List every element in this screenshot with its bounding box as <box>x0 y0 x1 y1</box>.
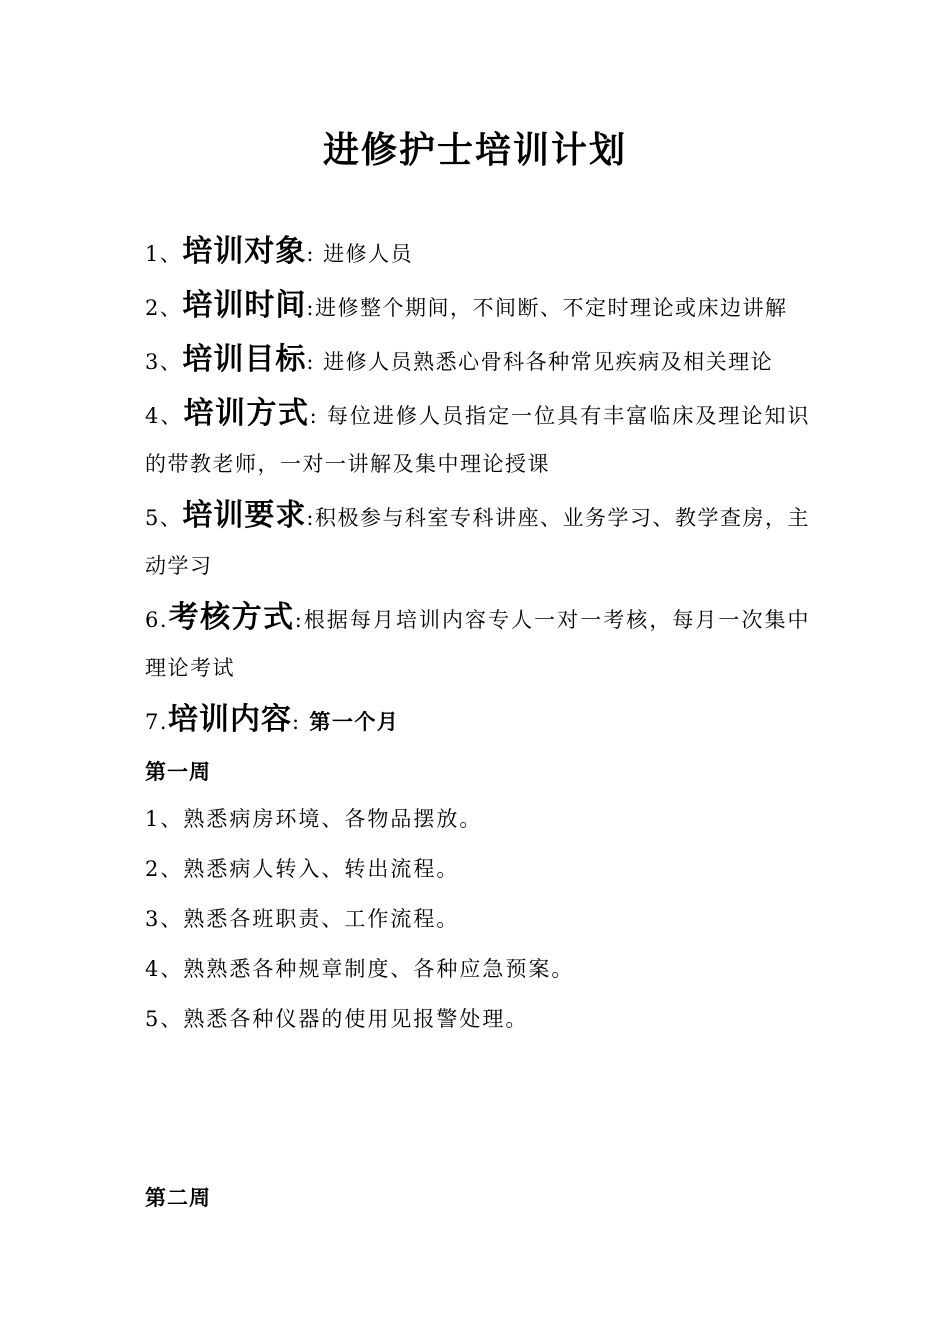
section-number: 3、 <box>145 350 183 374</box>
section-body: 进修整个期间，不间断、不定时理论或床边讲解 <box>314 296 788 320</box>
document-title: 进修护士培训计划 <box>322 130 627 171</box>
section-training-method <box>145 390 810 488</box>
section-colon: : <box>306 506 315 530</box>
week2-heading: 第二周 <box>145 1186 211 1210</box>
section-heading: 培训要求 <box>182 498 307 533</box>
section-number: 4、 <box>145 404 184 428</box>
section-assessment-method <box>145 594 810 692</box>
section-body: 每位进修人员指定一位具有丰富临床及理论知识的带教老师，一对一讲解及集中理论授课 <box>145 404 810 476</box>
section-number: 7. <box>145 710 169 734</box>
section-number: 2、 <box>145 296 183 320</box>
section-body: 根据每月培训内容专人一对一考核，每月一次集中理论考试 <box>145 608 811 680</box>
section-training-target <box>145 228 810 278</box>
section-heading: 培训时间 <box>182 288 307 323</box>
section-colon: : <box>294 608 304 632</box>
section-colon: : <box>309 404 319 428</box>
section-training-content <box>145 696 810 746</box>
section-number: 6. <box>145 608 169 632</box>
list-item: 4、熟熟悉各种规章制度、各种应急预案。 <box>145 957 575 981</box>
section-heading: 考核方式 <box>168 600 295 635</box>
week1-heading: 第一周 <box>145 760 211 784</box>
section-colon: : <box>306 242 315 266</box>
section-training-time <box>145 282 810 332</box>
section-heading: 培训内容 <box>168 702 293 737</box>
section-training-requirements <box>145 492 810 590</box>
list-item: 5、熟悉各种仪器的使用见报警处理。 <box>145 1007 529 1031</box>
section-colon: : <box>306 350 315 374</box>
list-item: 2、熟悉病人转入、转出流程。 <box>145 857 460 881</box>
section-body: 积极参与科室专科讲座、业务学习、教学查房，主动学习 <box>145 506 811 578</box>
week1-list <box>145 794 810 1044</box>
section-heading: 培训目标 <box>182 342 307 377</box>
section-colon: : <box>306 296 315 320</box>
section-number: 5、 <box>145 506 183 530</box>
section-number: 1、 <box>145 242 183 266</box>
section-heading: 培训方式 <box>183 396 310 431</box>
section-colon: : <box>292 710 301 734</box>
section-body: 进修人员 <box>314 242 414 266</box>
plan-sections <box>145 228 810 1044</box>
list-item: 3、熟悉各班职责、工作流程。 <box>145 907 460 931</box>
section-body: 进修人员熟悉心骨科各种常见疾病及相关理论 <box>314 350 774 374</box>
list-item: 1、熟悉病房环境、各物品摆放。 <box>145 807 483 831</box>
section-body: 第一个月 <box>300 710 400 734</box>
section-training-goal <box>145 336 810 386</box>
section-heading: 培训对象 <box>182 234 307 269</box>
